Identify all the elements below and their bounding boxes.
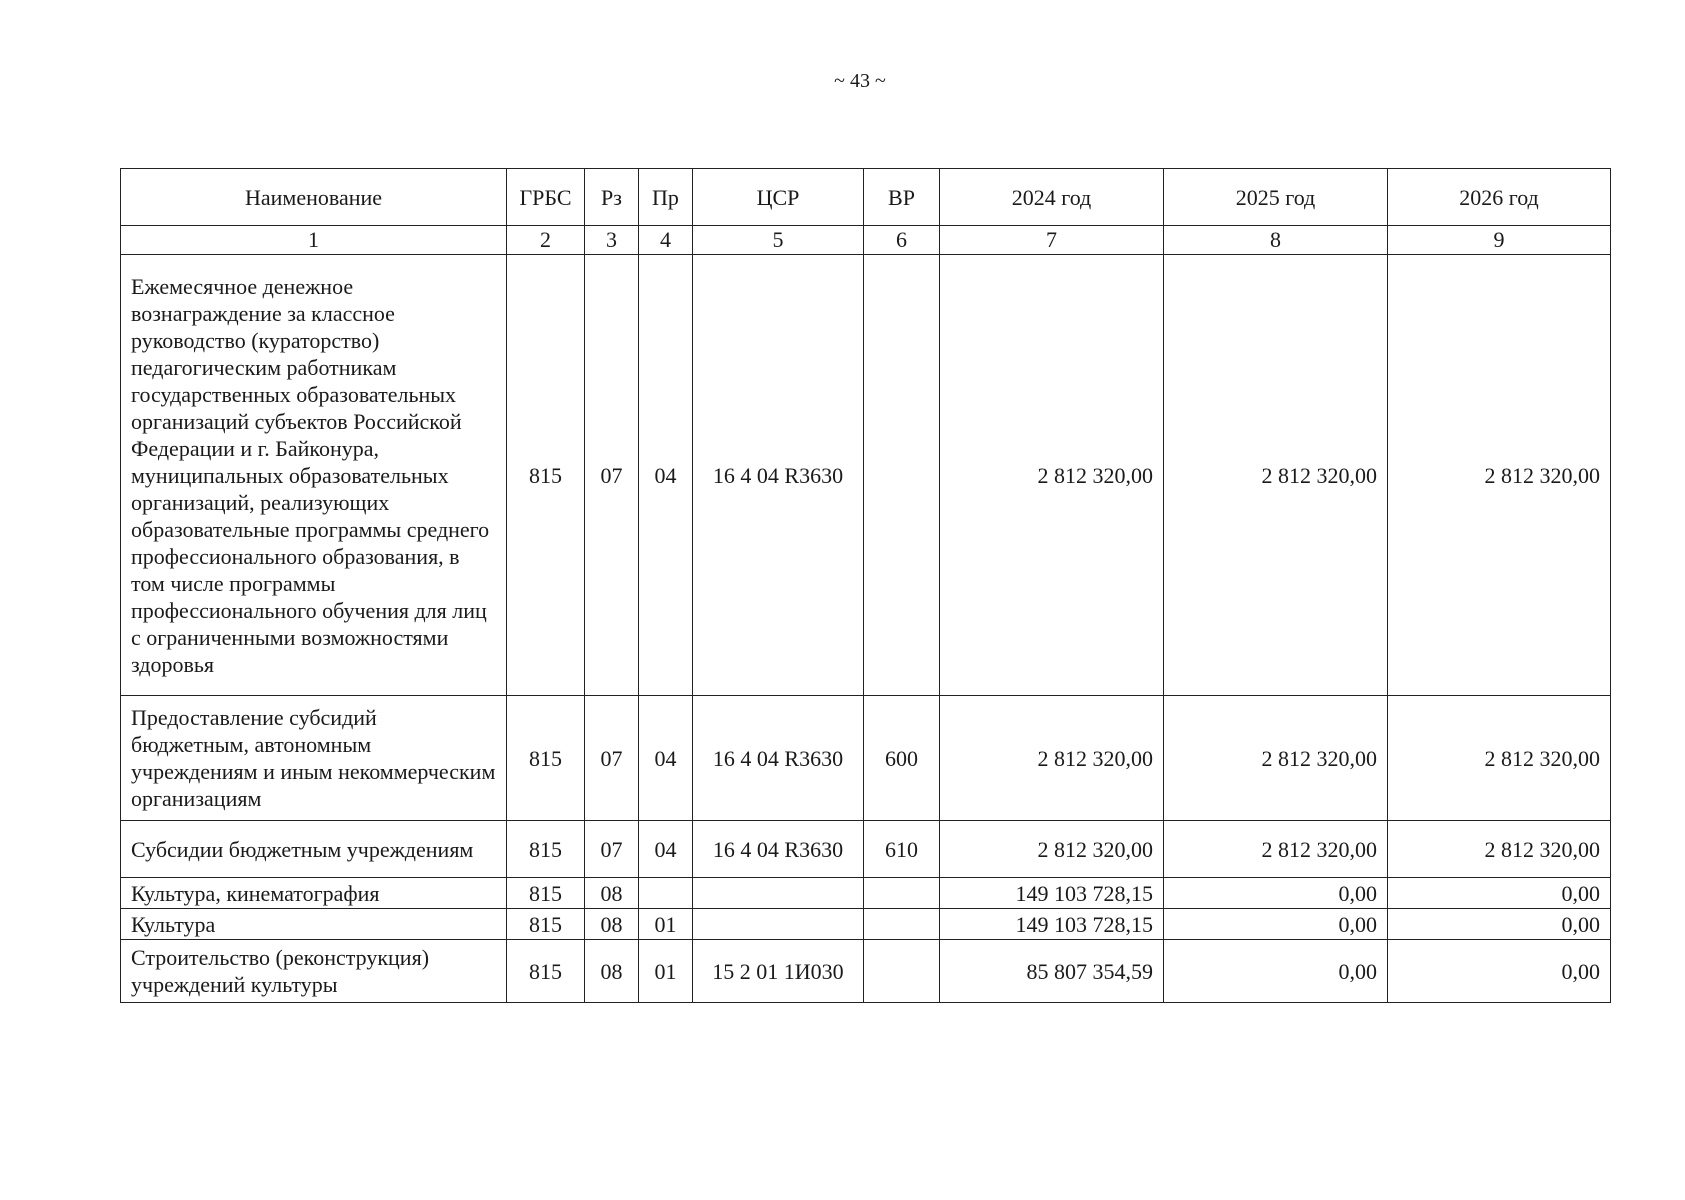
header-2025: 2025 год [1164, 169, 1388, 226]
row-csr [693, 909, 864, 940]
table-row [121, 255, 1611, 696]
row-csr: 16 4 04 R3630 [693, 821, 864, 878]
row-2024: 2 812 320,00 [940, 821, 1164, 878]
row-2024: 2 812 320,00 [940, 696, 1164, 821]
row-grbs: 815 [507, 878, 585, 909]
col-number: 7 [940, 226, 1164, 255]
row-rz: 08 [585, 909, 639, 940]
row-vr [864, 940, 940, 1003]
row-name: Культура, кинематография [121, 878, 507, 909]
row-2025: 2 812 320,00 [1164, 696, 1388, 821]
row-2025: 2 812 320,00 [1164, 821, 1388, 878]
header-2026: 2026 год [1388, 169, 1611, 226]
header-2024: 2024 год [940, 169, 1164, 226]
row-rz: 08 [585, 940, 639, 1003]
row-2026: 2 812 320,00 [1388, 821, 1611, 878]
row-grbs: 815 [507, 909, 585, 940]
row-csr: 16 4 04 R3630 [693, 696, 864, 821]
row-2026: 0,00 [1388, 878, 1611, 909]
table-row [121, 878, 1611, 909]
row-name: Предоставление субсидий бюджетным, автономным учреждениям и иным некоммерческим организациям [121, 696, 507, 821]
col-number: 2 [507, 226, 585, 255]
row-rz: 07 [585, 255, 639, 696]
row-rz: 07 [585, 821, 639, 878]
row-vr: 610 [864, 821, 940, 878]
row-2026: 2 812 320,00 [1388, 255, 1611, 696]
row-2025: 0,00 [1164, 940, 1388, 1003]
header-rz: Рз [585, 169, 639, 226]
row-2025: 0,00 [1164, 909, 1388, 940]
row-csr [693, 878, 864, 909]
row-vr [864, 909, 940, 940]
table-row [121, 696, 1611, 821]
col-number: 8 [1164, 226, 1388, 255]
row-grbs: 815 [507, 255, 585, 696]
row-2026: 0,00 [1388, 909, 1611, 940]
row-pr: 01 [639, 940, 693, 1003]
row-pr: 04 [639, 696, 693, 821]
header-row [121, 169, 1611, 226]
row-rz: 07 [585, 696, 639, 821]
header-csr: ЦСР [693, 169, 864, 226]
row-2025: 0,00 [1164, 878, 1388, 909]
row-2024: 149 103 728,15 [940, 909, 1164, 940]
row-2026: 2 812 320,00 [1388, 696, 1611, 821]
page-number: ~ 43 ~ [834, 70, 886, 92]
row-pr [639, 878, 693, 909]
row-vr [864, 878, 940, 909]
row-pr: 04 [639, 821, 693, 878]
row-2024: 2 812 320,00 [940, 255, 1164, 696]
col-number: 4 [639, 226, 693, 255]
column-number-row [121, 226, 1611, 255]
header-pr: Пр [639, 169, 693, 226]
row-grbs: 815 [507, 821, 585, 878]
row-csr: 16 4 04 R3630 [693, 255, 864, 696]
col-number: 3 [585, 226, 639, 255]
header-grbs: ГРБС [507, 169, 585, 226]
col-number: 6 [864, 226, 940, 255]
col-number: 9 [1388, 226, 1611, 255]
row-pr: 01 [639, 909, 693, 940]
row-2026: 0,00 [1388, 940, 1611, 1003]
row-grbs: 815 [507, 940, 585, 1003]
row-vr [864, 255, 940, 696]
row-name: Строительство (реконструкция) учреждений культуры [121, 940, 507, 1003]
row-name: Субсидии бюджетным учреждениям [121, 821, 507, 878]
header-vr: ВР [864, 169, 940, 226]
col-number: 5 [693, 226, 864, 255]
table-row [121, 940, 1611, 1003]
budget-table [120, 168, 1611, 1003]
col-number: 1 [121, 226, 507, 255]
table-row [121, 909, 1611, 940]
row-rz: 08 [585, 878, 639, 909]
row-pr: 04 [639, 255, 693, 696]
row-2024: 85 807 354,59 [940, 940, 1164, 1003]
row-2024: 149 103 728,15 [940, 878, 1164, 909]
row-vr: 600 [864, 696, 940, 821]
row-csr: 15 2 01 1И030 [693, 940, 864, 1003]
row-name: Культура [121, 909, 507, 940]
row-2025: 2 812 320,00 [1164, 255, 1388, 696]
header-name: Наименование [121, 169, 507, 226]
table-row [121, 821, 1611, 878]
row-name: Ежемесячное денежное вознаграждение за классное руководство (кураторство) педагогическим работникам государственных образовательных организаций субъектов Российской Федерации и г. Байконура, муниципальных образовательных организаций, реализующих образовательные программы среднего профессионального образования, в том числе программы профессионального обучения для лиц с ограниченными возможностями здоровья [121, 255, 507, 696]
row-grbs: 815 [507, 696, 585, 821]
